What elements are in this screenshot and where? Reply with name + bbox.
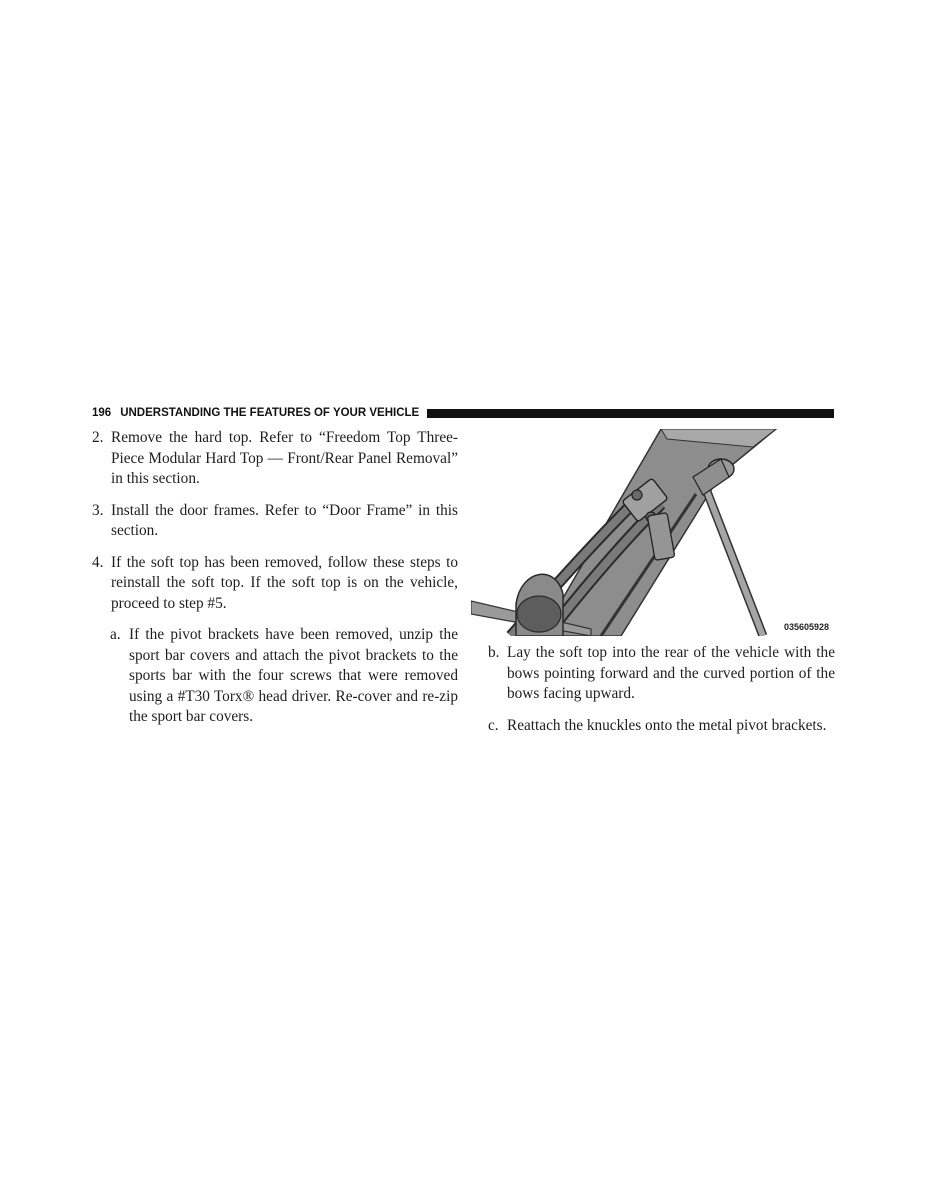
right-column (488, 643, 835, 747)
substep-c (488, 716, 835, 737)
step-marker: 2. (92, 429, 104, 446)
step-4 (92, 553, 458, 615)
substep-text: If the pivot brackets have been removed, unzip the sport bar covers and attach the pivot brackets to the sports bar with the four screws that were removed using a #T30 Torx® head driver. Re-cover and re-zip the sport bar covers. (129, 626, 458, 725)
substep-marker: c. (488, 716, 499, 734)
step-text: If the soft top has been removed, follow these steps to reinstall the soft top. If the soft top is on the vehicle, proceed to step #5. (111, 553, 458, 612)
step-3 (92, 501, 458, 542)
step-text: Remove the hard top. Refer to “Freedom Top Three-Piece Modular Hard Top — Front/Rear Panel Removal” in this section. (111, 429, 458, 487)
left-column (92, 428, 458, 739)
substep-text: Lay the soft top into the rear of the vehicle with the bows pointing forward and the curved portion of the bows facing upward. (507, 644, 835, 702)
page-header (92, 405, 834, 421)
step-2 (92, 428, 458, 490)
figure-code: 035605928 (783, 622, 829, 632)
substep-a (110, 625, 458, 728)
substep-text: Reattach the knuckles onto the metal pivot brackets. (507, 716, 827, 734)
soft-top-bow-illustration (471, 429, 835, 636)
substep-b (488, 643, 835, 705)
header-rule (427, 409, 834, 418)
section-title: UNDERSTANDING THE FEATURES OF YOUR VEHICLE (120, 407, 420, 419)
substep-marker: b. (488, 644, 500, 661)
bow-bracket-drawing (471, 429, 835, 636)
substep-marker: a. (110, 626, 121, 643)
step-text: Install the door frames. Refer to “Door Frame” in this section. (111, 501, 458, 539)
step-marker: 3. (92, 501, 104, 519)
step-marker: 4. (92, 553, 104, 571)
page-number: 196 (92, 407, 112, 419)
